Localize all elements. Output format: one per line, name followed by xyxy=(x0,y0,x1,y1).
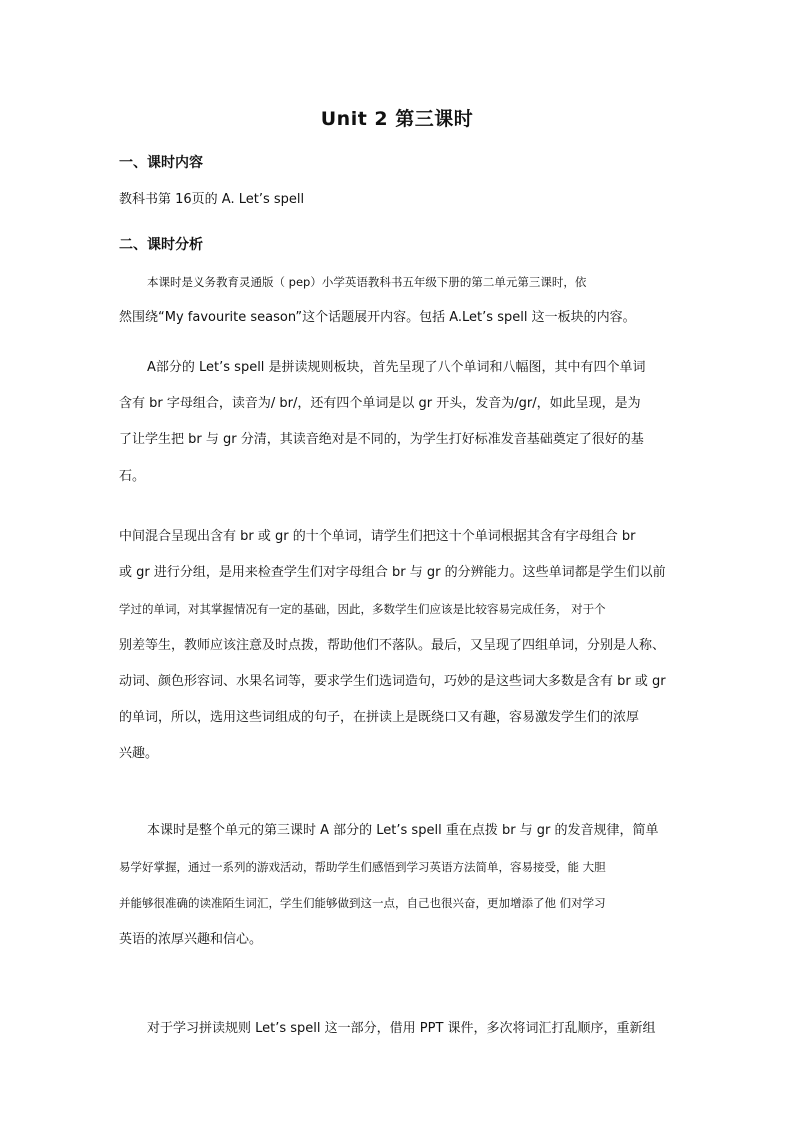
text-line: A部分的 Let’s spell 是拼读规则板块，首先呈现了八个单词和八幅图，其中有四个单词 xyxy=(147,360,646,375)
text-line: 然围绕“My favourite season”这个话题展开内容。包括 A.Let’s spell 这一板块的内容。 xyxy=(119,310,636,326)
text-line: 对于学习拼读规则 Let’s spell 这一部分，借用 PPT 课件，多次将词汇打乱顺序，重新组 xyxy=(147,1021,656,1036)
text-line: 动词、颜色形容词、水果名词等，要求学生们选词造句，巧妙的是这些词大多数是含有 br 或 gr xyxy=(119,673,666,689)
text-line: 本课时是义务教育灵通版（ pep）小学英语教科书五年级下册的第二单元第三课时，依 xyxy=(147,275,587,289)
text-line: 并能够很准确的读准陌生词汇，学生们能够做到这一点，自己也很兴奋，更加增添了他 们对学习 xyxy=(119,896,606,911)
text-line: 别差等生，教师应该注意及时点拨，帮助他们不落队。最后，又呈现了四组单词，分别是人称、 xyxy=(119,637,666,653)
section-content-text xyxy=(119,182,679,218)
document-title: Unit 2 第三课时 xyxy=(320,108,474,130)
section-heading-content: 一、课时内容 xyxy=(119,155,203,171)
paragraph xyxy=(119,813,679,958)
paragraph xyxy=(119,1011,679,1047)
text-line: 的单词，所以，选用这些词组成的句子，在拼读上是既绕口又有趣，容易激发学生们的浓厚 xyxy=(119,710,640,726)
paragraph xyxy=(119,519,679,772)
section-heading-analysis: 二、课时分析 xyxy=(119,237,203,253)
text-line: 英语的浓厚兴趣和信心。 xyxy=(119,931,263,947)
paragraph xyxy=(119,264,679,336)
text-line: 教科书第 16页的 A. Let’s spell xyxy=(119,192,305,207)
text-line: 石。 xyxy=(119,468,146,484)
text-line: 本课时是整个单元的第三课时 A 部分的 Let’s spell 重在点拨 br 与 gr 的发音规律，简单 xyxy=(147,823,659,838)
text-line: 中间混合呈现出含有 br 或 gr 的十个单词，请学生们把这十个单词根据其含有字母组合 br xyxy=(119,529,636,544)
text-line: 易学好掌握，通过一系列的游戏活动，帮助学生们感悟到学习英语方法简单，容易接受，能 大胆 xyxy=(119,860,606,875)
text-line: 含有 br 字母组合，读音为/ br/，还有四个单词是以 gr 开头，发音为/gr/，如此呈现，是为 xyxy=(119,396,641,412)
text-line: 了让学生把 br 与 gr 分清，其读音绝对是不同的，为学生打好标准发音基础奠定了很好的基 xyxy=(119,432,644,448)
text-line: 或 gr 进行分组，是用来检查学生们对字母组合 br 与 gr 的分辨能力。这些单词都是学生们以前 xyxy=(119,565,666,581)
text-line: 兴趣。 xyxy=(119,746,159,762)
text-line: 学过的单词，对其掌握情况有一定的基础，因此，多数学生们应该是比较容易完成任务， 对于个 xyxy=(119,602,606,617)
paragraph xyxy=(119,350,679,495)
